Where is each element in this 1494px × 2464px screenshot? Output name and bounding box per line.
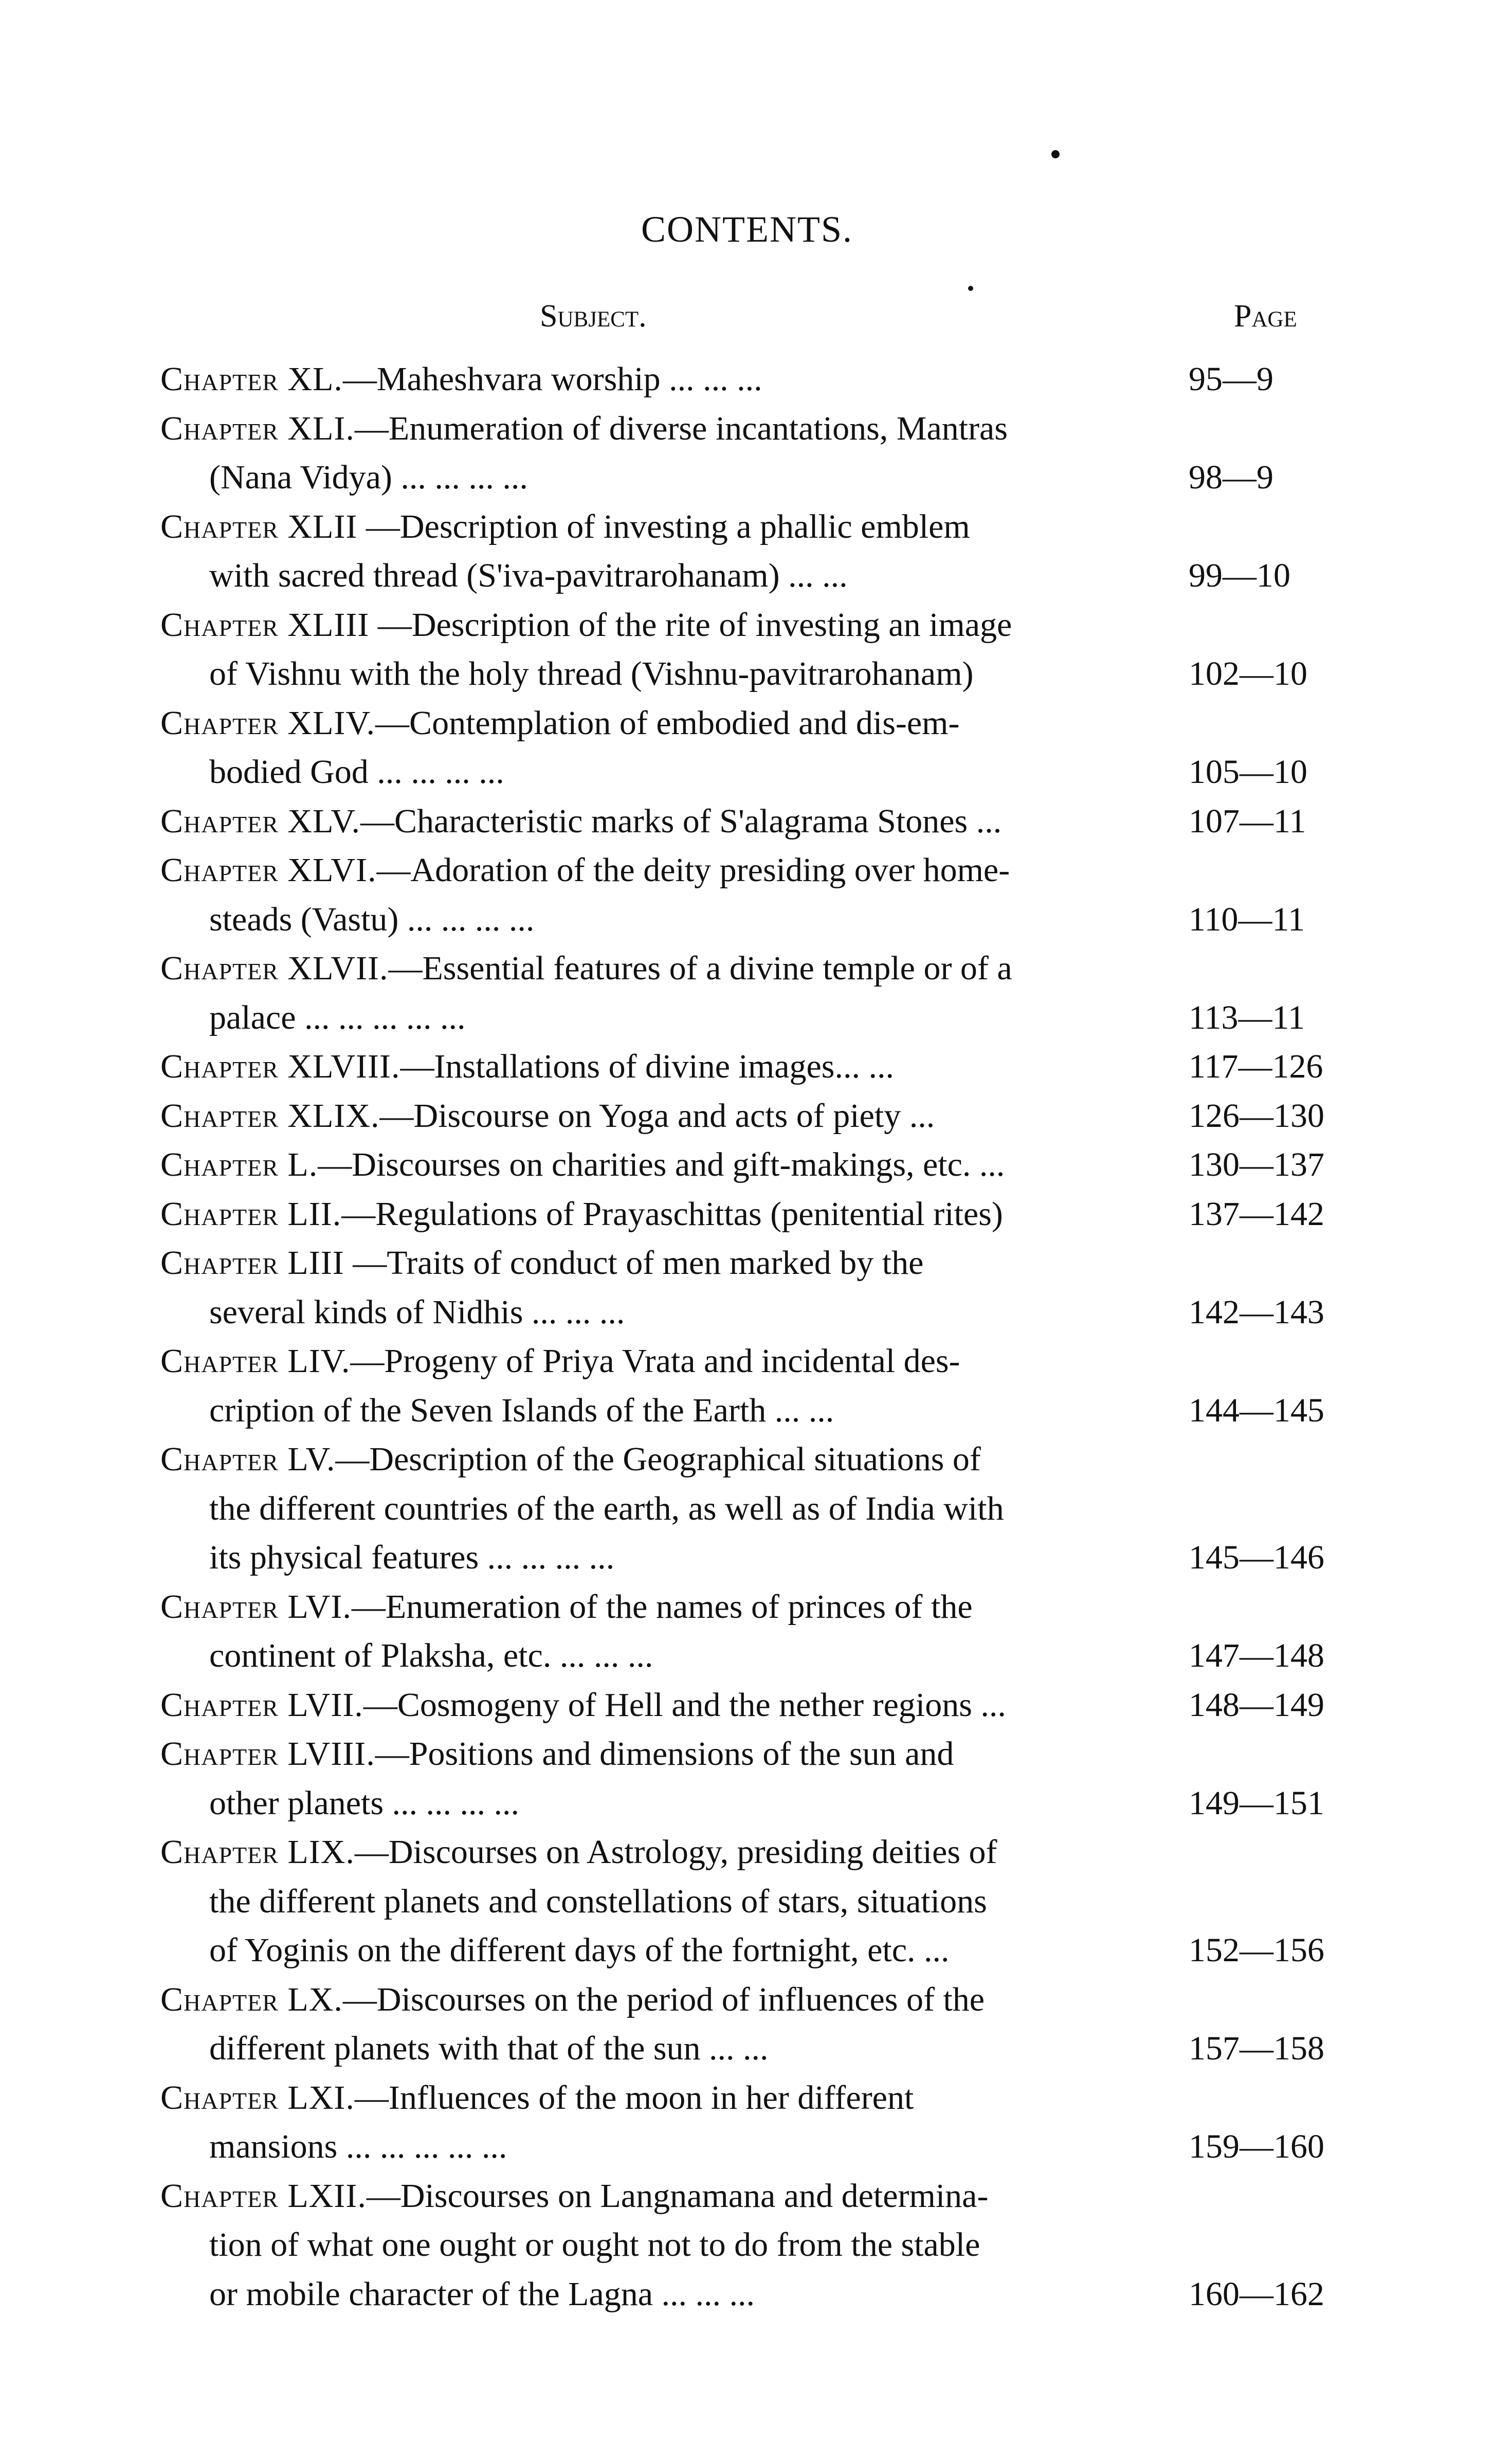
chapter-title-cont: different planets with that of the sun ... ... [209,2030,769,2067]
chapter-label: Chapter XLIII [160,606,370,644]
chapter-title-cont: or mobile character of the Lagna ... ... ... [209,2275,755,2313]
chapter-title: —Description of the rite of investing an image [369,606,1012,644]
page-range: 107—11 [1189,802,1306,840]
page-title: CONTENTS. [641,209,853,250]
chapter-title-cont: continent of Plaksha, etc. ... ... ... [209,1637,653,1674]
toc-entry-ch-47 [160,944,1338,1042]
chapter-title: —Influences of the moon in her different [354,2078,914,2116]
page-range: 142—143 [1189,1293,1324,1331]
page-range: 159—160 [1189,2128,1324,2165]
toc-entry-ch-58 [160,1729,1338,1828]
chapter-label: Chapter LXII. [160,2177,367,2215]
chapter-title: —Discourse on Yoga and acts of piety ... [379,1097,935,1135]
chapter-label: Chapter XLIX. [160,1097,380,1135]
page-range: 113—11 [1189,998,1305,1036]
chapter-title-cont: the different countries of the earth, as well as of India with [209,1489,1004,1527]
chapter-title-cont: mansions ... ... ... ... ... [209,2128,507,2165]
toc-entry-ch-40 [160,355,1338,404]
toc-entry-ch-49 [160,1091,1338,1141]
toc-entry-ch-53 [160,1238,1338,1337]
chapter-title: —Discourses on the period of influences of the [342,1980,985,2018]
chapter-label: Chapter XLI. [160,409,355,447]
toc-entry-ch-42 [160,502,1338,600]
chapter-title-cont: other planets ... ... ... ... [209,1784,520,1822]
chapter-label: Chapter XLIV. [160,704,376,742]
chapter-title-cont: several kinds of Nidhis ... ... ... [209,1293,625,1331]
chapter-label: Chapter LIX. [160,1833,355,1871]
page-range: 130—137 [1189,1146,1324,1183]
chapter-label: Chapter LXI. [160,2078,355,2116]
chapter-label: Chapter XLV. [160,802,360,840]
page-range: 102—10 [1189,655,1307,692]
toc-entry-ch-52 [160,1190,1338,1239]
chapter-title-cont: palace ... ... ... ... ... [209,998,466,1036]
toc-entry-ch-43 [160,600,1338,699]
page-range: 95—9 [1189,360,1273,398]
toc-entry-ch-45 [160,797,1338,846]
chapter-title: —Traits of conduct of men marked by the [344,1244,924,1282]
chapter-label: Chapter LII. [160,1195,342,1233]
chapter-label: Chapter XLVII. [160,950,389,987]
toc-entry-ch-48 [160,1042,1338,1091]
table-of-contents [160,355,1338,2319]
chapter-title: —Regulations of Prayaschittas (penitential rites) [341,1195,1003,1233]
chapter-title: —Cosmogeny of Hell and the nether regions ... [363,1686,1006,1724]
page-range: 160—162 [1189,2275,1324,2313]
subject-column-header: Subject. [540,299,647,334]
chapter-label: Chapter XL. [160,360,343,398]
page-range: 99—10 [1189,557,1290,594]
chapter-label: Chapter XLVIII. [160,1048,400,1085]
toc-entry-ch-62 [160,2171,1338,2319]
chapter-title-cont: of Yoginis on the different days of the fortnight, etc. ... [209,1931,950,1969]
chapter-title-cont: tion of what one ought or ought not to do from the stable [209,2226,980,2264]
chapter-label: Chapter XLII [160,507,358,545]
chapter-label: Chapter L. [160,1146,318,1183]
toc-entry-ch-50 [160,1140,1338,1190]
chapter-title: —Essential features of a divine temple or of a [388,950,1012,987]
chapter-title-cont: of Vishnu with the holy thread (Vishnu-pavitrarohanam) [209,655,974,692]
page-range: 145—146 [1189,1539,1324,1576]
chapter-title: —Discourses on charities and gift-makings, etc. ... [318,1146,1005,1183]
page-range: 117—126 [1189,1048,1323,1085]
chapter-title: —Characteristic marks of S'alagrama Stones ... [360,802,1002,840]
chapter-title: —Progeny of Priya Vrata and incidental des- [350,1342,960,1380]
toc-entry-ch-59 [160,1828,1338,1975]
chapter-title-cont: the different planets and constellations of stars, situations [209,1882,987,1920]
page-column-header: Page [1234,299,1297,334]
chapter-title: —Description of the Geographical situations of [335,1440,981,1478]
page-range: 105—10 [1189,753,1307,791]
chapter-label: Chapter LV. [160,1440,336,1478]
page-range: 126—130 [1189,1097,1324,1135]
toc-entry-ch-56 [160,1582,1338,1681]
toc-entry-ch-55 [160,1435,1338,1582]
chapter-label: Chapter XLVI. [160,851,377,889]
chapter-label: Chapter LVII. [160,1686,363,1724]
chapter-title: —Enumeration of the names of princes of the [351,1587,973,1626]
chapter-title: —Installations of divine images... ... [400,1048,894,1085]
page-range: 147—148 [1189,1637,1324,1674]
chapter-title: —Discourses on Astrology, presiding deities of [354,1833,997,1871]
speck-mark [968,286,973,291]
speck-mark [1051,150,1060,158]
page-range: 137—142 [1189,1195,1324,1233]
toc-entry-ch-41 [160,404,1338,502]
chapter-title: —Positions and dimensions of the sun and [375,1735,954,1773]
chapter-title-cont: with sacred thread (S'iva-pavitrarohanam) ... ... [209,557,848,594]
chapter-label: Chapter LVI. [160,1587,352,1626]
chapter-title: —Enumeration of diverse incantations, Mantras [354,409,1008,447]
chapter-title: —Adoration of the deity presiding over home- [376,851,1010,889]
chapter-label: Chapter LVIII. [160,1735,375,1773]
chapter-title-cont: (Nana Vidya) ... ... ... ... [209,459,528,496]
page-range: 149—151 [1189,1784,1324,1822]
page-range: 157—158 [1189,2030,1324,2067]
chapter-title-cont: steads (Vastu) ... ... ... ... [209,900,535,938]
page-range: 98—9 [1189,459,1273,496]
toc-entry-ch-61 [160,2073,1338,2171]
page-range: 148—149 [1189,1686,1324,1724]
chapter-label: Chapter LIV. [160,1342,351,1380]
page-range: 110—11 [1189,900,1305,938]
chapter-title-cont: bodied God ... ... ... ... [209,753,504,791]
chapter-title-cont: its physical features ... ... ... ... [209,1539,615,1576]
toc-entry-ch-54 [160,1337,1338,1435]
page-range: 152—156 [1189,1931,1324,1969]
toc-entry-ch-60 [160,1975,1338,2073]
toc-entry-ch-57 [160,1681,1338,1730]
chapter-title-cont: cription of the Seven Islands of the Earth ... ... [209,1391,834,1429]
toc-entry-ch-44 [160,699,1338,797]
chapter-title: —Discourses on Langnamana and determina- [366,2177,989,2215]
chapter-title: —Maheshvara worship ... ... ... [342,360,762,398]
toc-entry-ch-46 [160,846,1338,944]
chapter-title: —Contemplation of embodied and dis-em- [375,704,960,742]
page-range: 144—145 [1189,1391,1324,1429]
chapter-title: —Description of investing a phallic emblem [357,507,970,545]
chapter-label: Chapter LIII [160,1244,344,1282]
chapter-label: Chapter LX. [160,1980,343,2018]
